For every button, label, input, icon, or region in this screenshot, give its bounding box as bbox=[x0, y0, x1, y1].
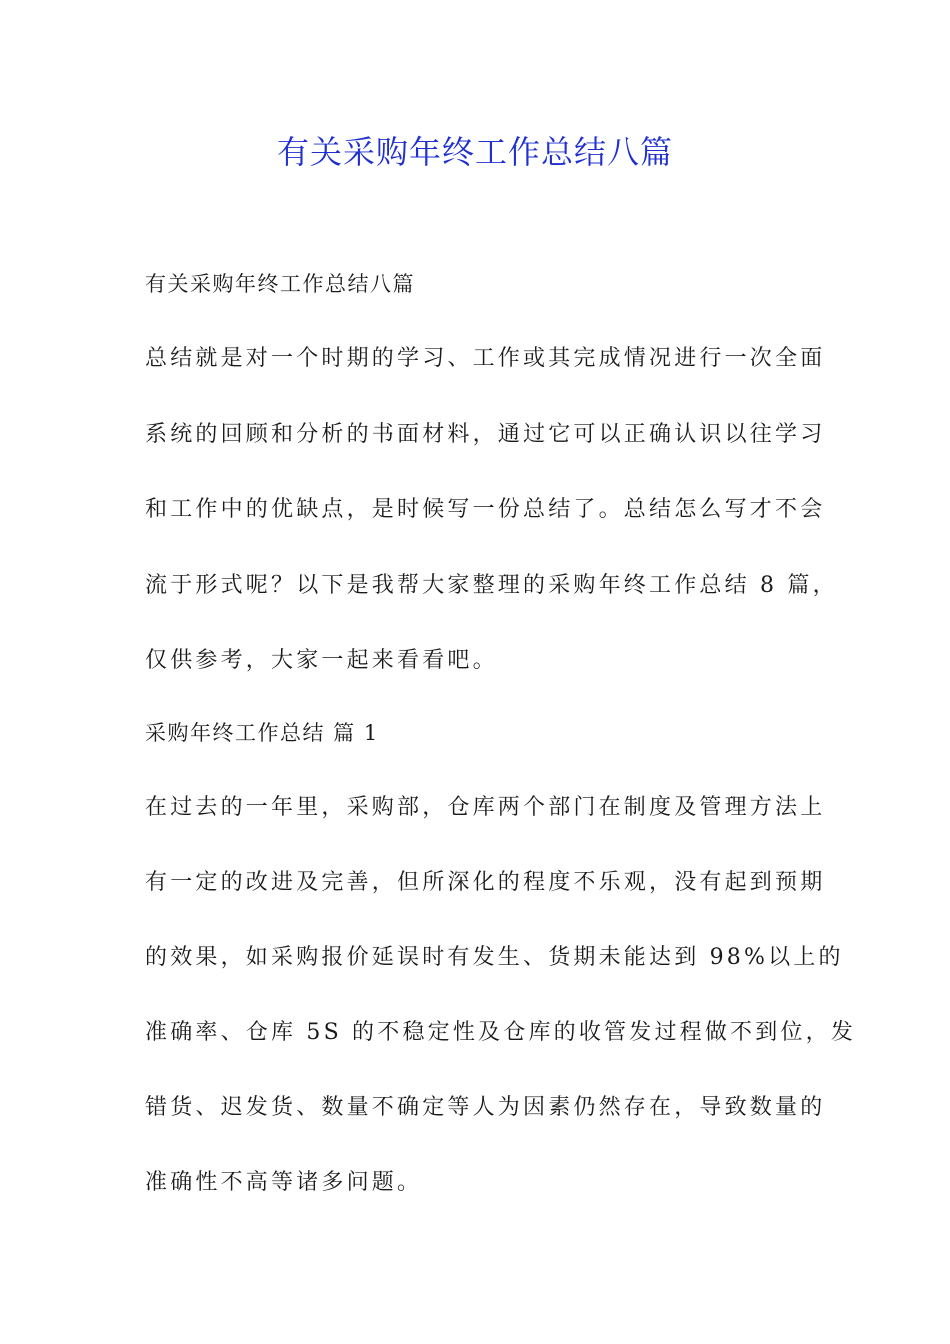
section-line-6: 准确性不高等诸多问题。 bbox=[145, 1170, 423, 1195]
section-heading: 采购年终工作总结 篇 1 bbox=[145, 721, 379, 745]
section-line-2: 有一定的改进及完善，但所深化的程度不乐观，没有起到预期 bbox=[145, 870, 826, 895]
section-line-3: 的效果，如采购报价延误时有发生、货期未能达到 98%以上的 bbox=[145, 945, 844, 970]
document-subtitle: 有关采购年终工作总结八篇 bbox=[145, 272, 415, 296]
intro-line-4: 流于形式呢？以下是我帮大家整理的采购年终工作总结 8 篇， bbox=[145, 573, 838, 598]
intro-line-1: 总结就是对一个时期的学习、工作或其完成情况进行一次全面 bbox=[145, 346, 826, 371]
section-line-1: 在过去的一年里，采购部，仓库两个部门在制度及管理方法上 bbox=[145, 795, 826, 820]
document-title: 有关采购年终工作总结八篇 bbox=[276, 133, 673, 171]
intro-line-3: 和工作中的优缺点，是时候写一份总结了。总结怎么写才不会 bbox=[145, 497, 826, 522]
intro-line-2: 系统的回顾和分析的书面材料，通过它可以正确认识以往学习 bbox=[145, 422, 826, 447]
section-line-5: 错货、迟发货、数量不确定等人为因素仍然存在，导致数量的 bbox=[145, 1095, 826, 1120]
intro-line-5: 仅供参考，大家一起来看看吧。 bbox=[145, 648, 498, 673]
section-line-4: 准确率、仓库 5S 的不稳定性及仓库的收管发过程做不到位，发 bbox=[145, 1020, 857, 1045]
